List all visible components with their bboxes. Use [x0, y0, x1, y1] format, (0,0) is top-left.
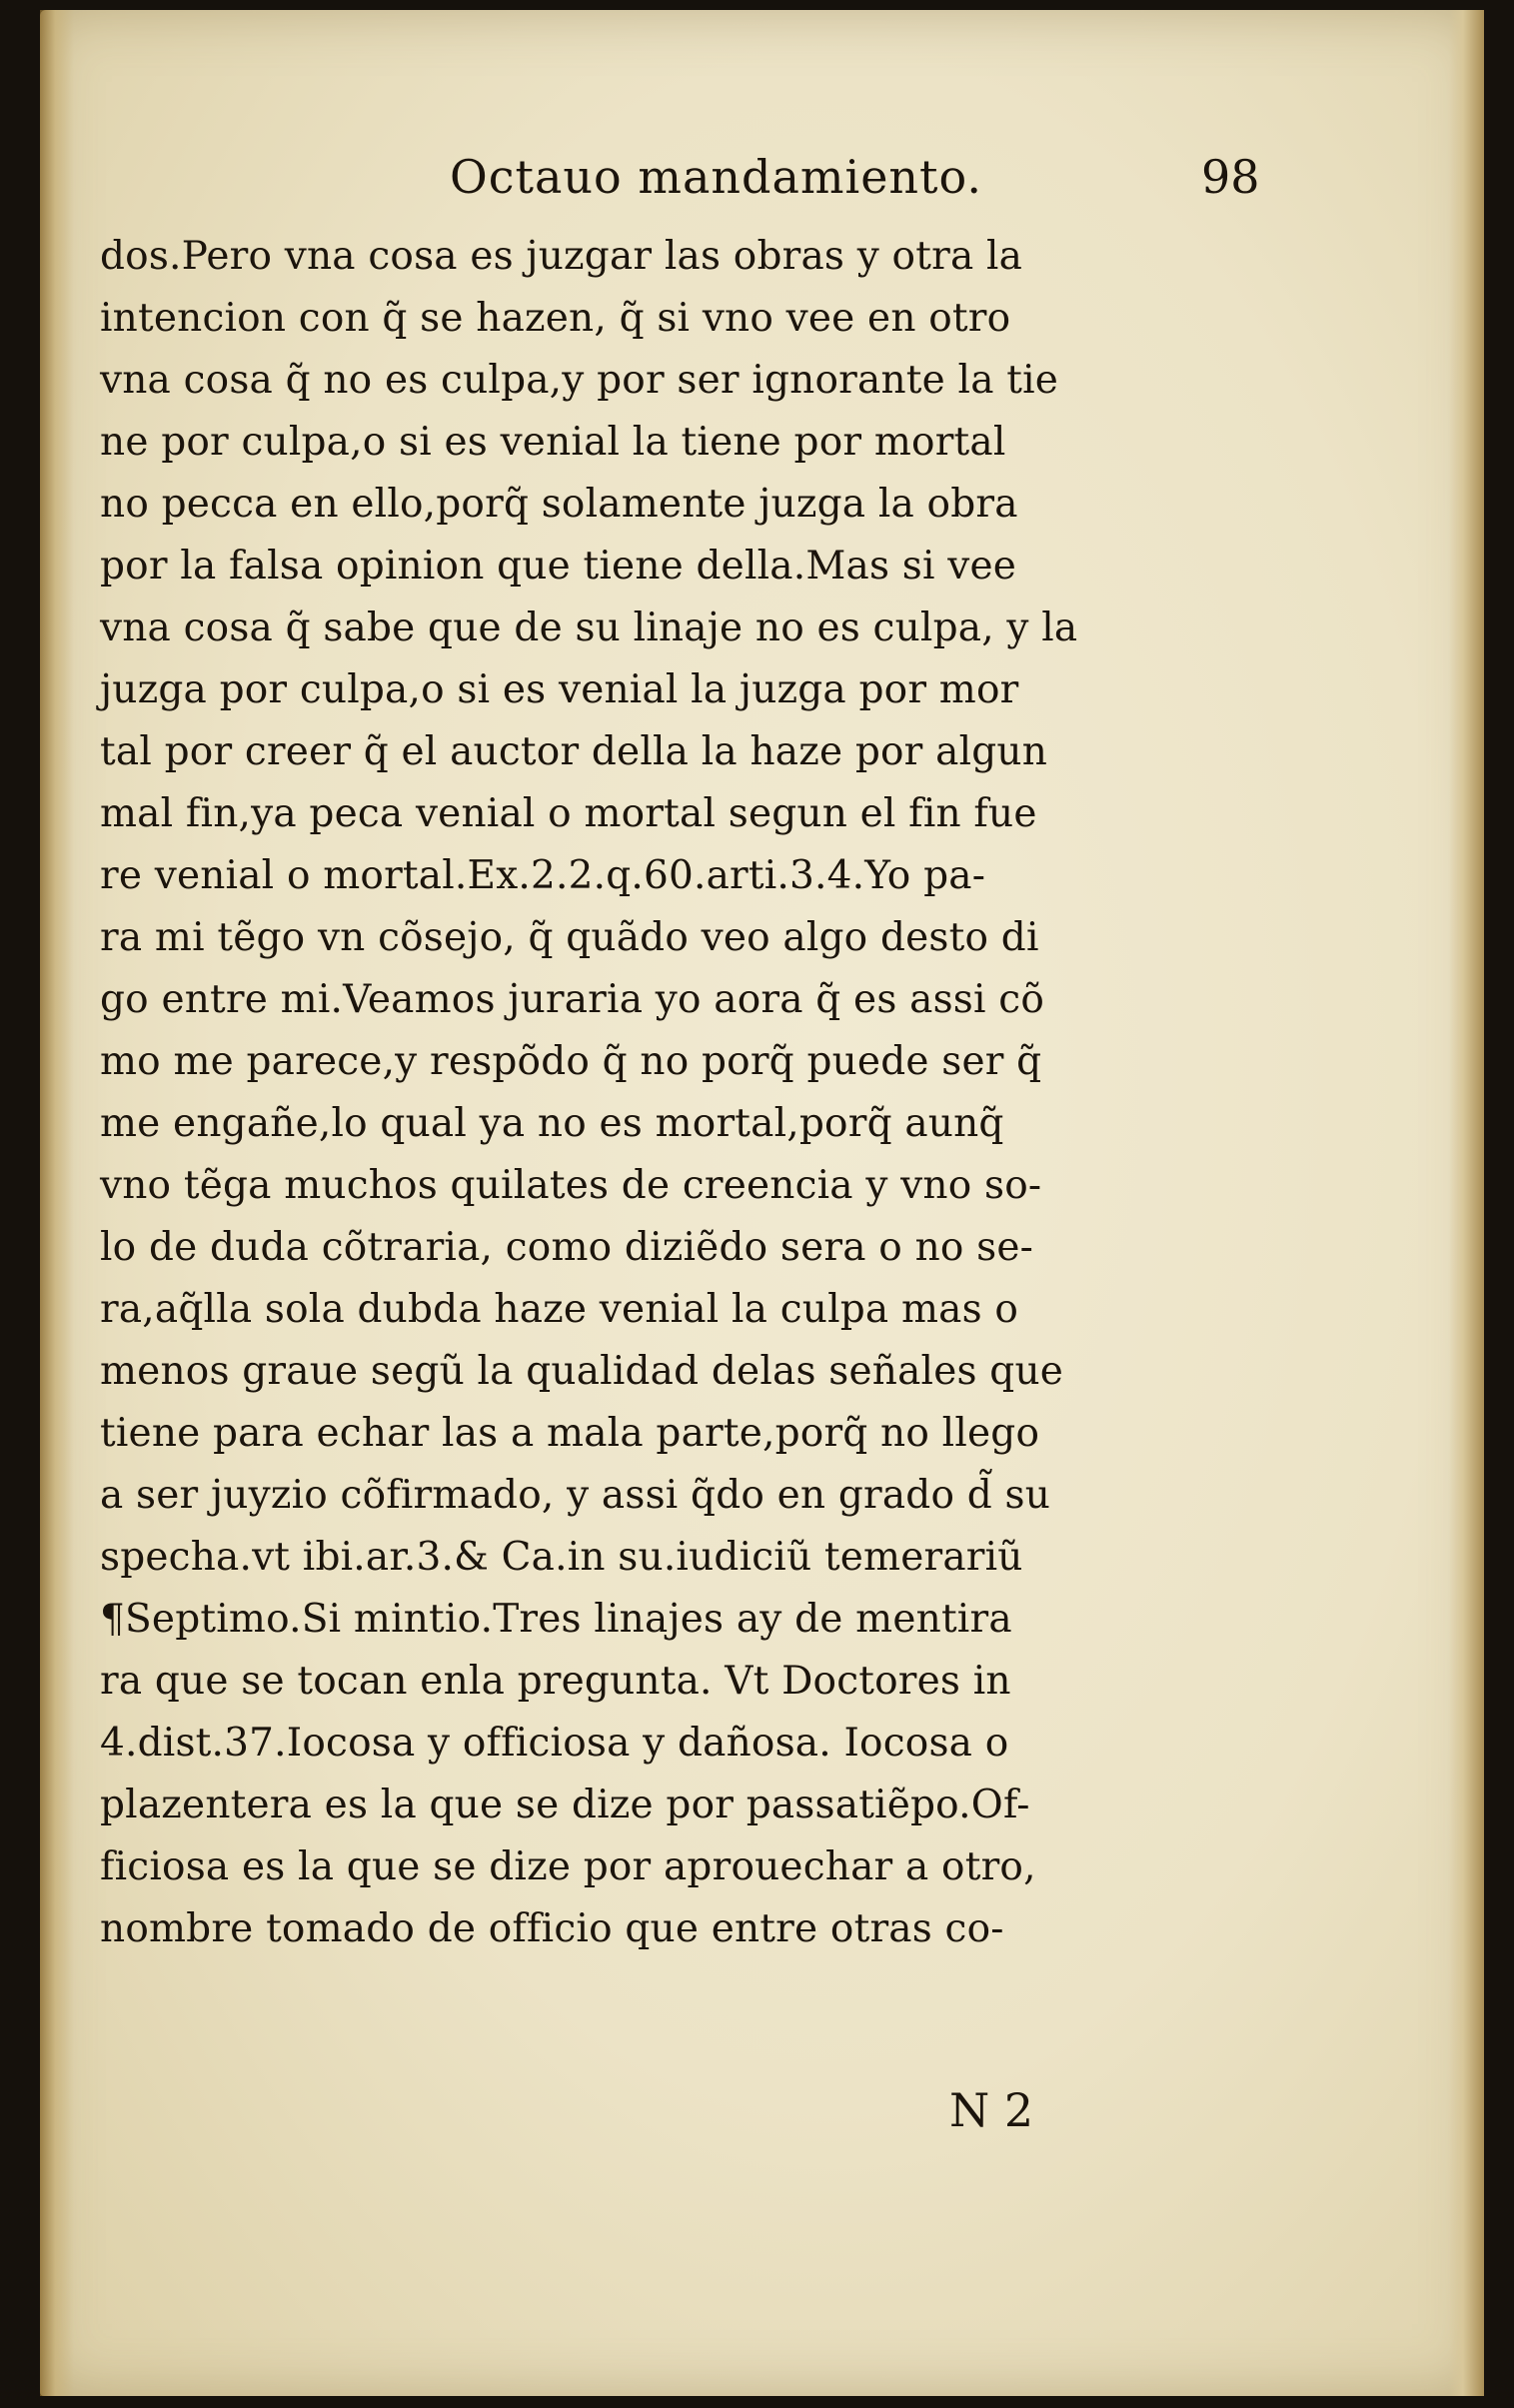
text-line: 4.dist.37.Iocosa y officiosa y dañosa. Iocosa o: [100, 1721, 1009, 1766]
text-line: ne por culpa,o si es venial la tiene por mortal: [100, 420, 1006, 465]
gutter-shadow: [40, 10, 74, 2396]
fore-edge: [1449, 10, 1484, 2396]
text-line: dos.Pero vna cosa es juzgar las obras y otra la: [100, 234, 1023, 279]
text-line: nombre tomado de officio que entre otras co-: [100, 1906, 1004, 1951]
text-line: go entre mi.Veamos juraria yo aora q̃ es assi cõ: [100, 977, 1044, 1022]
text-line: lo de duda cõtraria, como diziẽdo sera o no se-: [100, 1225, 1034, 1270]
text-line: vno tẽga muchos quilates de creencia y vno so-: [100, 1163, 1042, 1208]
text-line: no pecca en ello,porq̃ solamente juzga la obra: [100, 482, 1018, 527]
text-line: ¶Septimo.Si mintio.Tres linajes ay de mentira: [100, 1597, 1012, 1642]
text-line: ficiosa es la que se dize por aprouechar a otro,: [100, 1844, 1036, 1889]
text-line: ra,aq̃lla sola dubda haze venial la culpa mas o: [100, 1287, 1019, 1332]
text-line: menos graue segũ la qualidad delas señales que: [100, 1349, 1064, 1394]
text-line: ra que se tocan enla pregunta. Vt Doctores in: [100, 1659, 1011, 1704]
text-line: mo me parece,y respõdo q̃ no porq̃ puede ser q̃: [100, 1039, 1042, 1084]
text-line: tiene para echar las a mala parte,porq̃ no llego: [100, 1411, 1040, 1456]
running-header: [100, 150, 1299, 226]
body-text: [100, 226, 1299, 1960]
folio-number: 98: [1201, 150, 1260, 204]
text-line: plazentera es la que se dize por passatiẽpo.Of-: [100, 1783, 1030, 1827]
text-line: a ser juyzio cõfirmado, y assi q̃do en grado d̃ su: [100, 1473, 1051, 1518]
text-line: specha.vt ibi.ar.3.& Ca.in su.iudiciũ temerariũ: [100, 1535, 1023, 1580]
text-line: me engañe,lo qual ya no es mortal,porq̃ aunq̃: [100, 1101, 1004, 1146]
text-line: juzga por culpa,o si es venial la juzga por mor: [100, 667, 1019, 712]
running-title: Octauo mandamiento.: [450, 150, 983, 204]
text-line: re venial o mortal.Ex.2.2.q.60.arti.3.4.Yo pa-: [100, 853, 986, 898]
text-line: vna cosa q̃ no es culpa,y por ser ignorante la tie: [100, 358, 1059, 403]
text-line: intencion con q̃ se hazen, q̃ si vno vee en otro: [100, 296, 1011, 341]
text-line: tal por creer q̃ el auctor della la haze por algun: [100, 729, 1048, 774]
text-block: [100, 150, 1299, 1960]
text-line: por la falsa opinion que tiene della.Mas si vee: [100, 544, 1017, 589]
text-line: mal fin,ya peca venial o mortal segun el fin fue: [100, 791, 1037, 836]
text-line: ra mi tẽgo vn cõsejo, q̃ quãdo veo algo desto di: [100, 915, 1039, 960]
signature-mark: N 2: [949, 2083, 1034, 2137]
text-line: vna cosa q̃ sabe que de su linaje no es culpa, y la: [100, 605, 1078, 650]
